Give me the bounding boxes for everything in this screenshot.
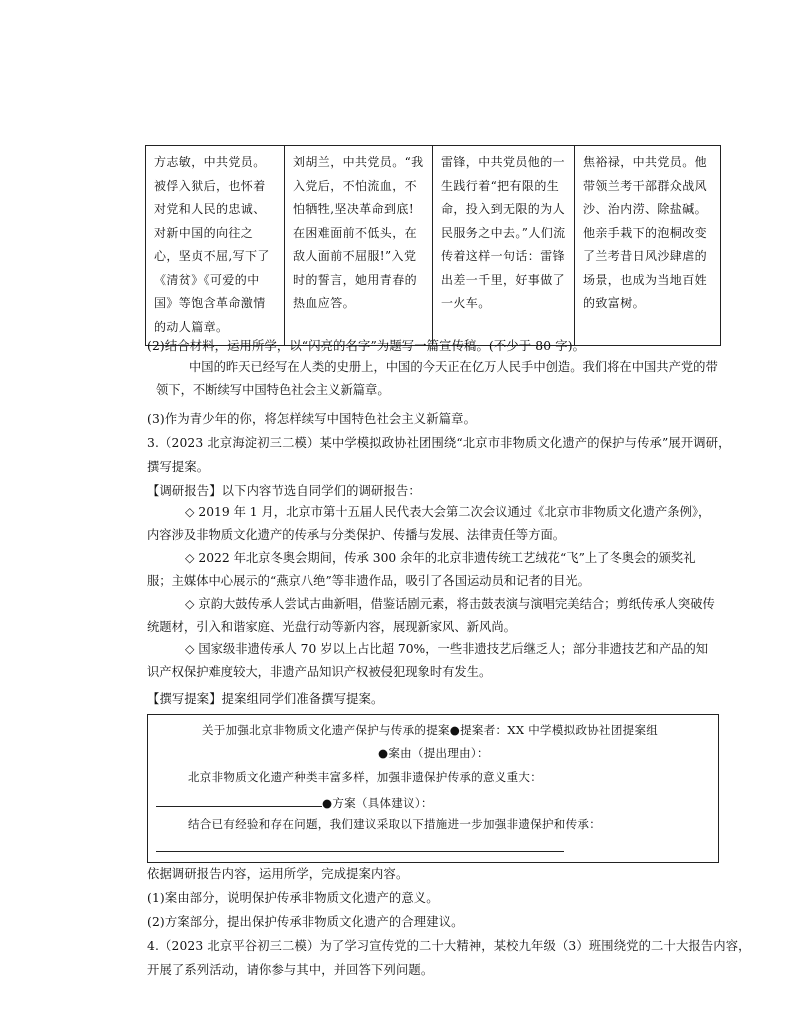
table-cell-liu-hulan: 刘胡兰，中共党员。“我入党后，不怕流血，不怕牺牲,坚决革命到底!在困难面前不低头，在敌人面前不屈服!”入党时的誓言，她用青春的热血应答。 (285, 146, 433, 346)
sub-question-2: (2)方案部分，提出保护传承非物质文化遗产的合理建议。 (147, 915, 464, 929)
table-row (146, 146, 721, 346)
item-3-intro-line2: 撰写提案。 (147, 460, 210, 474)
item-4-line1: 4.（2023 北京平谷初三二模）为了学习宣传党的二十大精神，某校九年级（3）班围绕党的二十大报告内容， (147, 939, 751, 953)
task-instruction: 依据调研报告内容，运用所学，完成提案内容。 (147, 867, 409, 881)
proposal-plan-label: ●方案（具体建议）： (322, 796, 433, 810)
proposal-heading: 【撰写提案】提案组同学们准备撰写提案。 (147, 692, 384, 706)
table-cell-jiao-yulu: 焦裕禄，中共党员。他带领兰考干部群众战风沙、治内涝、除盐碱。他亲手栽下的泡桐改变了兰考昔日风沙肆虐的场景，也成为当地百姓的致富树。 (575, 146, 721, 346)
proposal-reason-text: 北京非物质文化遗产种类丰富多样，加强非遗保护传承的意义重大： (188, 770, 542, 784)
item-3-intro-line1: 3.（2023 北京海淀初三二模）某中学模拟政协社团围绕“北京市非物质文化遗产的保护与传承”展开调研， (147, 436, 731, 450)
proposal-box (147, 714, 719, 863)
sub-question-1: (1)案由部分，说明保护传承非物质文化遗产的意义。 (147, 891, 439, 905)
table-cell-fang-zhimin: 方志敏，中共党员。被俘入狱后，也怀着对党和人民的忠诚、对新中国的向往之心，坚贞不屈,写下了《清贫》《可爱的中国》等饱含革命激情的动人篇章。 (146, 146, 285, 346)
report-heading: 【调研报告】以下内容节选自同学们的调研报告： (147, 484, 421, 498)
reason-blank-line[interactable] (156, 794, 322, 807)
plan-blank-line[interactable] (156, 839, 564, 852)
report-bullet-3: ◇ 京韵大鼓传承人尝试古曲新唱，借鉴话剧元素，将击鼓表演与演唱完美结合；剪纸传承人突破传统题材，引入和谐家庭、光盘行动等新内容，展现新家风、新风尚。 (147, 597, 715, 634)
proposal-reason-label: ●案由（提出理由）： (378, 746, 489, 760)
report-bullet-2: ◇ 2022 年北京冬奥会期间，传承 300 余年的北京非遗传统工艺绒花“飞”上了冬奥会的颁奖礼服；主媒体中心展示的“燕京八绝”等非遗作品，吸引了各国运动员和记者的目光。 (147, 551, 696, 588)
item-4-line2: 开展了系列活动，请你参与其中，并回答下列问题。 (147, 963, 434, 977)
heroes-table (145, 145, 721, 346)
proposal-title: 关于加强北京非物质文化遗产保护与传承的提案●提案者：XX 中学模拟政协社团提案组 (202, 723, 659, 737)
question-2: (2)结合材料，运用所学，以“闪亮的名字”为题写一篇宣传稿。(不少于 80 字)。 (147, 339, 586, 353)
question-3: (3)作为青少年的你，将怎样续写中国特色社会主义新篇章。 (147, 412, 477, 426)
report-bullet-4: ◇ 国家级非遗传承人 70 岁以上占比超 70%，一些非遗技艺后继乏人；部分非遗技艺和产品的知识产权保护难度较大，非遗产品知识产权被侵犯现象时有发生。 (147, 642, 709, 679)
quote-paragraph: 中国的昨天已经写在人类的史册上，中国的今天正在亿万人民手中创造。我们将在中国共产党的带领下，不断续写中国特色社会主义新篇章。 (156, 360, 718, 397)
proposal-plan-text: 结合已有经验和存在问题，我们建议采取以下措施进一步加强非遗保护和传承： (188, 817, 601, 831)
table-cell-lei-feng: 雷锋，中共党员他的一生践行着“把有限的生命，投入到无限的为人民服务之中去。”人们流传着这样一句话：雷锋出差一千里，好事做了一火车。 (433, 146, 575, 346)
proposal-plan-row (156, 794, 433, 810)
proposal-plan-blank-row (156, 839, 564, 855)
report-bullet-1: ◇ 2019 年 1 月，北京市第十五届人民代表大会第二次会议通过《北京市非物质文化遗产条例》，内容涉及非物质文化遗产的传承与分类保护、传播与发展、法律责任等方面。 (147, 505, 711, 542)
